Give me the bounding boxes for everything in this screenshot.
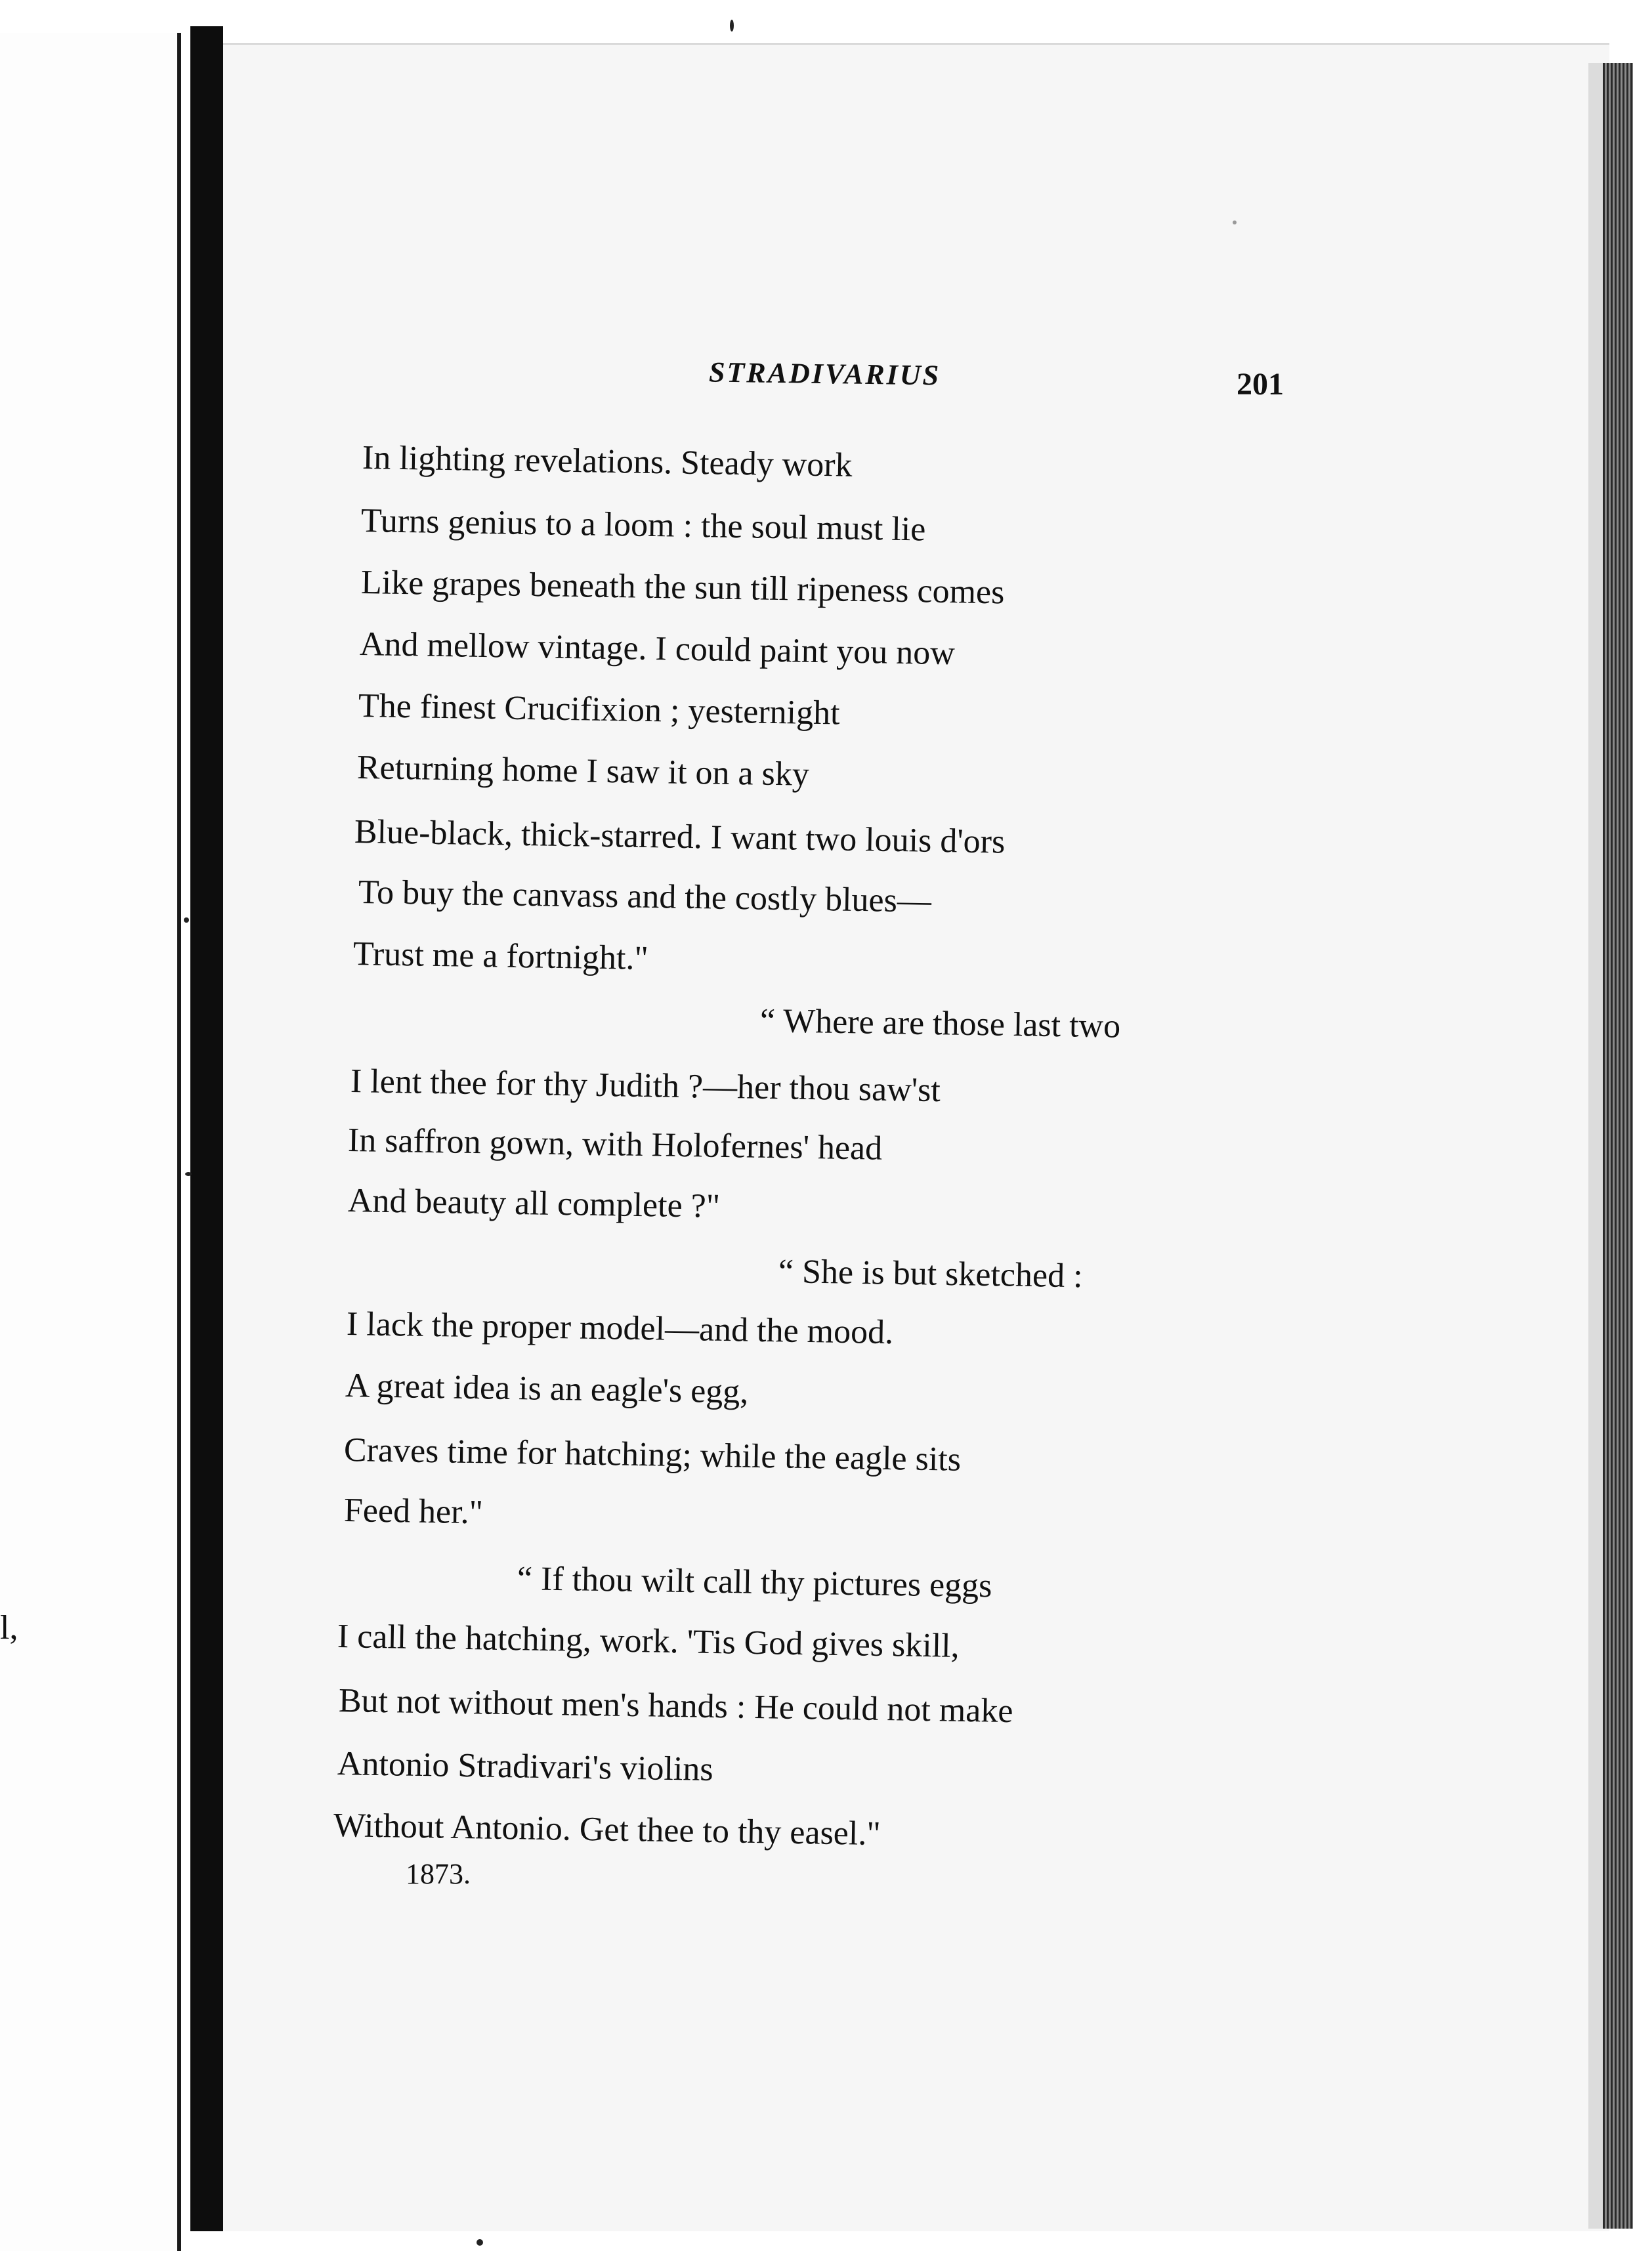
scan-speck — [1233, 220, 1237, 224]
page-number: 201 — [1237, 367, 1284, 402]
poem-line: In lighting revelations. Steady work — [362, 439, 853, 484]
poem-line: In saffron gown, with Holofernes' head — [347, 1122, 883, 1167]
poem-line: Feed her." — [343, 1492, 484, 1532]
poem-line: I call the hatching, work. 'Tis God gives skill, — [337, 1618, 960, 1665]
poem-line: Without Antonio. Get thee to thy easel." — [333, 1807, 881, 1853]
poem-line: The finest Crucifixion ; yesternight — [358, 687, 840, 732]
poem-line: “ Where are those last two — [759, 1002, 1121, 1045]
poem-line: To buy the canvass and the costly blues— — [358, 873, 932, 920]
scan-speck — [730, 20, 734, 32]
poem-line: “ If thou wilt call thy pictures eggs — [517, 1560, 992, 1605]
poem-line: And beauty all complete ?" — [347, 1182, 721, 1225]
poem-line: Returning home I saw it on a sky — [356, 749, 810, 793]
poem-line: But not without men's hands : He could not make — [338, 1682, 1013, 1731]
poem-line: Blue-black, thick-starred. I want two louis d'ors — [354, 813, 1006, 861]
scan-speck — [477, 2239, 483, 2246]
poem-line: And mellow vintage. I could paint you now — [359, 625, 956, 673]
poem-line: Craves time for hatching; while the eagle sits — [343, 1431, 962, 1479]
poem-line: I lent thee for thy Judith ?—her thou saw'st — [350, 1062, 941, 1110]
poem-line: Like grapes beneath the sun till ripeness comes — [360, 564, 1005, 612]
poem-line: Antonio Stradivari's violins — [337, 1745, 714, 1788]
poem-line: Trust me a fortnight." — [352, 935, 649, 978]
poem-line: “ She is but sketched : — [778, 1253, 1083, 1295]
poem-line: A great idea is an eagle's egg, — [345, 1367, 749, 1411]
scan-speck — [184, 917, 189, 923]
left-page-edge-text: l, — [0, 1609, 18, 1647]
poem-line: Turns genius to a loom : the soul must lie — [360, 502, 926, 549]
poem-date: 1873. — [406, 1858, 471, 1890]
scan-speck — [185, 1172, 192, 1176]
running-title: STRADIVARIUS — [708, 356, 941, 392]
poem-line: I lack the proper model—and the mood. — [346, 1305, 894, 1352]
